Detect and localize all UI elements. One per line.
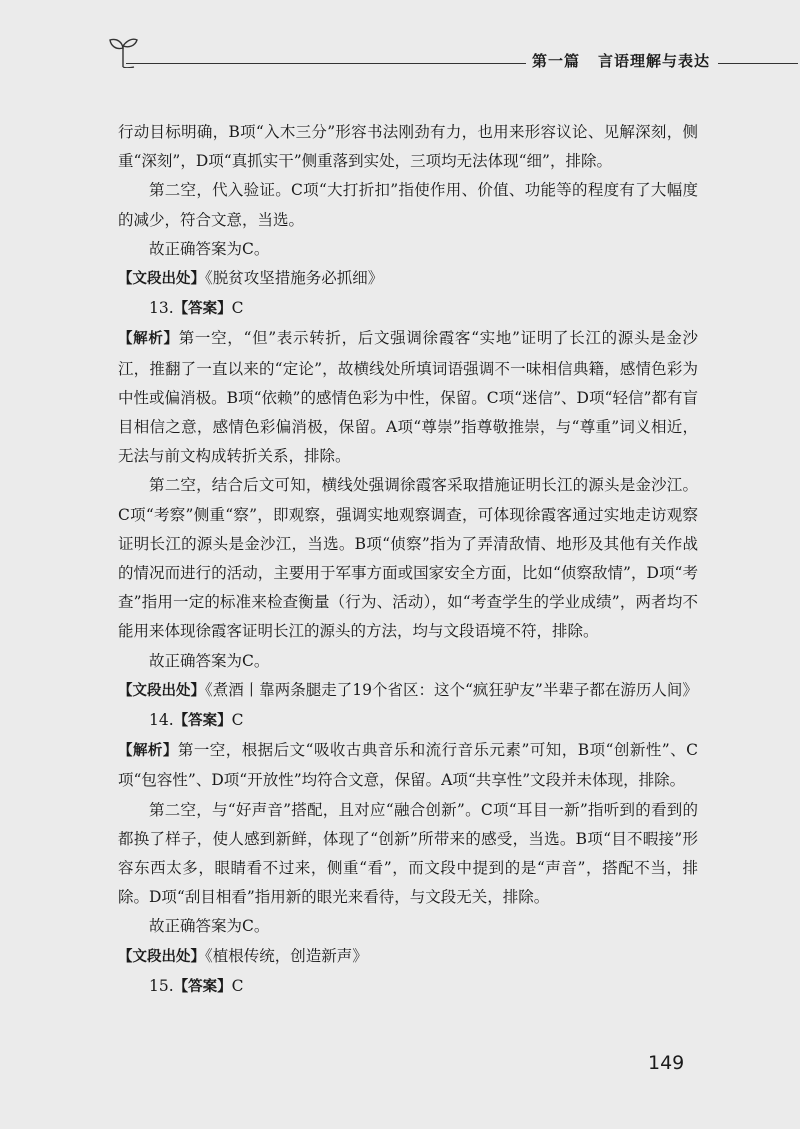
paragraph-text: 第二空，结合后文可知，横线处强调徐霞客采取措施证明长江的源头是金沙江。C项“考察”侧重“察”，即观察，强调实地观察调查，可体现徐霞客通过实地走访观察证明长江的源头是金沙江，当选。B项“侦察”指为了弄清敌情、地形及其他有关作战的情况而进行的活动，主要用于军事方面或国家安全方面，比如“侦察敌情”，D项“考查”指用一定的标准来检查衡量（行为、活动），如“考查学生的学业成绩”，两者均不能用来体现徐霞客证明长江的源头的方法，均与文段语境不符，排除。 — [118, 476, 698, 641]
paragraph — [118, 647, 698, 676]
question-number: 14. — [149, 711, 174, 730]
section-tag: 【文段出处】 — [118, 948, 205, 965]
header-title — [532, 50, 710, 71]
paragraph-text: 《植根传统，创造新声》 — [205, 946, 368, 965]
header-section: 言语理解与表达 — [598, 52, 711, 70]
paragraph-text: 《煮酒丨靠两条腿走了19个省区：这个“疯狂驴友”半辈子都在游历人间》 — [205, 680, 698, 699]
page-header — [0, 26, 800, 76]
section-tag: 【答案】 — [173, 713, 232, 730]
paragraph — [118, 324, 698, 471]
paragraph — [118, 235, 698, 264]
paragraph-text: C — [231, 711, 244, 730]
section-tag: 【答案】 — [173, 301, 232, 318]
paragraph-text: 故正确答案为C。 — [149, 917, 270, 936]
paragraph-text: 第二空，代入验证。C项“大打折扣”指使作用、价值、功能等的程度有了大幅度的减少，符合文意，当选。 — [118, 181, 698, 229]
header-rule-right — [718, 63, 798, 64]
section-tag: 【文段出处】 — [118, 271, 205, 288]
paragraph — [118, 176, 698, 234]
paragraph-text: 故正确答案为C。 — [149, 239, 270, 258]
paragraph — [118, 706, 698, 736]
paragraph-text: 行动目标明确，B项“入木三分”形容书法刚劲有力，也用来形容议论、见解深刻，侧重“深刻”，D项“真抓实干”侧重落到实处，三项均无法体现“细”，排除。 — [118, 123, 698, 171]
paragraph-text: 第二空，与“好声音”搭配，且对应“融合创新”。C项“耳目一新”指听到的看到的都换了样子，使人感到新鲜，体现了“创新”所带来的感受，当选。B项“目不暇接”形容东西太多，眼睛看不过来，侧重“看”，而文段中提到的是“声音”，搭配不当，排除。D项“刮目相看”指用新的眼光来看待，与文段无关，排除。 — [118, 800, 698, 907]
paragraph — [118, 972, 698, 1002]
page-number: 149 — [648, 1052, 685, 1074]
paragraph-text: 故正确答案为C。 — [149, 651, 270, 670]
section-tag: 【解析】 — [118, 331, 179, 348]
text-body — [118, 118, 698, 1002]
paragraph — [118, 294, 698, 324]
paragraph-text: C — [231, 976, 244, 995]
paragraph-text: 第一空，“但”表示转折，后文强调徐霞客“实地”证明了长江的源头是金沙江，推翻了一直以来的“定论”，故横线处所填词语强调不一味相信典籍，感情色彩为中性或偏消极。B项“依赖”的感情色彩为中性，保留。C项“迷信”、D项“轻信”都有盲目相信之意，感情色彩偏消极，保留。A项“尊崇”指尊敬推崇，与“尊重”词义相近，无法与前文构成转折关系，排除。 — [118, 329, 698, 466]
paragraph-text: 《脱贫攻坚措施务必抓细》 — [205, 269, 384, 288]
paragraph — [118, 264, 698, 294]
header-part: 第一篇 — [532, 52, 581, 70]
header-rule-left — [126, 63, 526, 64]
section-tag: 【答案】 — [173, 978, 232, 995]
paragraph — [118, 471, 698, 646]
section-tag: 【解析】 — [118, 743, 178, 760]
paragraph — [118, 796, 698, 913]
paragraph-text: 第一空，根据后文“吸收古典音乐和流行音乐元素”可知，B项“创新性”、C项“包容性”、D项“开放性”均符合文意，保留。A项“共享性”文段并未体现，排除。 — [118, 741, 699, 790]
section-tag: 【文段出处】 — [118, 682, 205, 699]
paragraph — [118, 736, 698, 795]
paragraph — [118, 676, 698, 706]
paragraph-text: C — [231, 299, 244, 318]
paragraph — [118, 912, 698, 941]
paragraph — [118, 942, 698, 972]
paragraph — [118, 118, 698, 176]
question-number: 15. — [149, 976, 174, 995]
question-number: 13. — [149, 299, 174, 318]
